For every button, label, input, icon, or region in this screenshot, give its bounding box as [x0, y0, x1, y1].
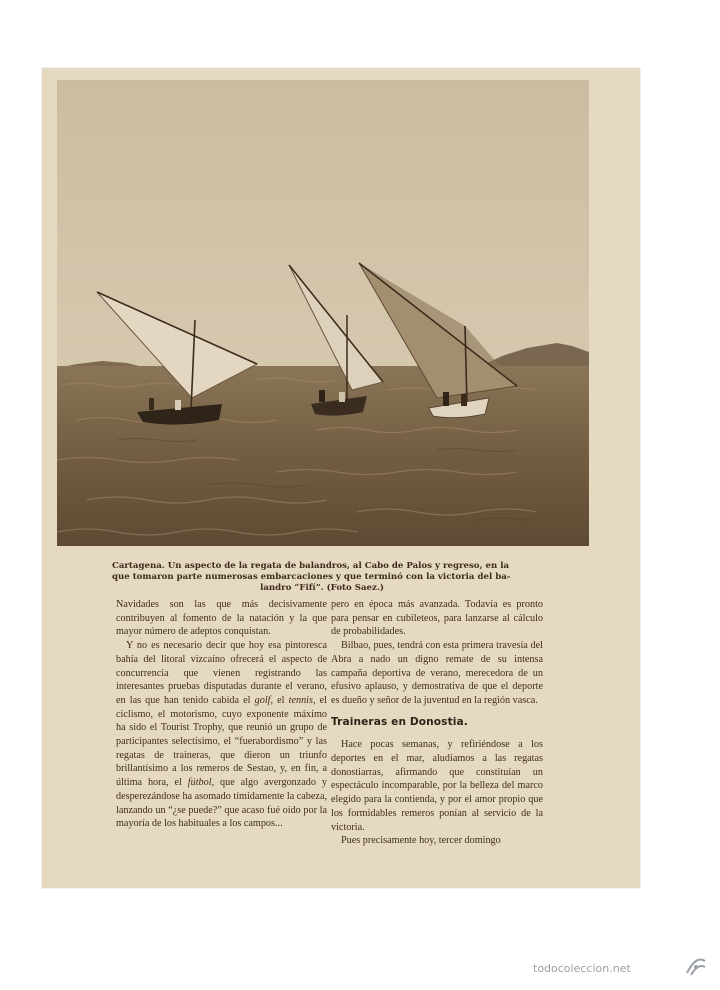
caption-line-3: landro “Fifí”. (Foto Saez.): [260, 583, 384, 594]
tennis-term: tennis: [288, 694, 313, 706]
photo-caption: [112, 561, 532, 595]
section-heading-traineras: Traineras en Donostia.: [331, 715, 468, 728]
left-paragraph-2-b: , el: [270, 694, 289, 706]
article-left-column: [116, 598, 327, 831]
right-paragraph-1: pero en época más avanzada. Todavía es pronto para pensar en cubileteos, para lanzarse al cálculo de probabilidades.: [331, 599, 543, 638]
watermark-text: todocoleccion.net: [533, 962, 631, 975]
regatta-photo: [57, 80, 589, 546]
right-paragraph-2: Bilbao, pues, tendrá con esta primera travesía del Abra a nado un digno remate de su intensa campaña deportiva de verano, merecedora de un efusivo aplauso, y demostrativa de que el deporte es dueño y señor de la juventud en la región vasca.: [331, 640, 543, 706]
caption-line-2: que tomaron parte numerosas embarcaciones y que terminó con la victoria del ba-: [112, 572, 511, 583]
left-paragraph-2-d: , que algo avergonzado y desperezándose ha asomado tímidamente la cabeza, lanzando un “¿se puede?” que acaso fué oído por la mayoría de los habituales a los campos...: [116, 777, 328, 830]
left-paragraph-2-a: Y no es necesario decir que hoy esa pintoresca bahía del litoral vizcaíno ofrecerá el aspecto de concurrencia que vienen registrando las interesantes pruebas disputadas durante el verano, en las que han tenido cabida el: [116, 640, 327, 706]
golf-term: golf: [254, 694, 271, 706]
article-right-column: [331, 598, 543, 848]
futbol-term: fútbol: [187, 777, 212, 789]
right-paragraph-4: Pues precisamente hoy, tercer domingo: [341, 835, 501, 847]
left-paragraph-1: Navidades son las que más decisivamente contribuyen al fomento de la natación y la que mayor número de adeptos conquistan.: [116, 599, 327, 638]
watermark-logo-icon: [683, 953, 709, 979]
right-paragraph-3: Hace pocas semanas, y refiriéndose a los deportes en el mar, aludíamos a las regatas donostiarras, afirmando que constituían un espectáculo incomparable, por la belleza del marco elegido para la contienda, y por el amor propio que los formidables remeros ponían al servicio de la victoria.: [331, 739, 543, 833]
left-paragraph-2: [116, 639, 327, 831]
caption-line-1: Cartagena. Un aspecto de la regata de balandros, al Cabo de Palos y regreso, en la: [112, 561, 510, 571]
left-paragraph-2-c: , el ciclismo, el motorismo, cuyo exponente máximo ha sido el Tourist Trophy, que reunió un grupo de participantes selectísimo, el “fuerabordismo” y las regatas de traineras, que dieron un triunfo brillantísimo a los remeros de Sestao, y, en fin, a última hora, el: [116, 694, 328, 789]
